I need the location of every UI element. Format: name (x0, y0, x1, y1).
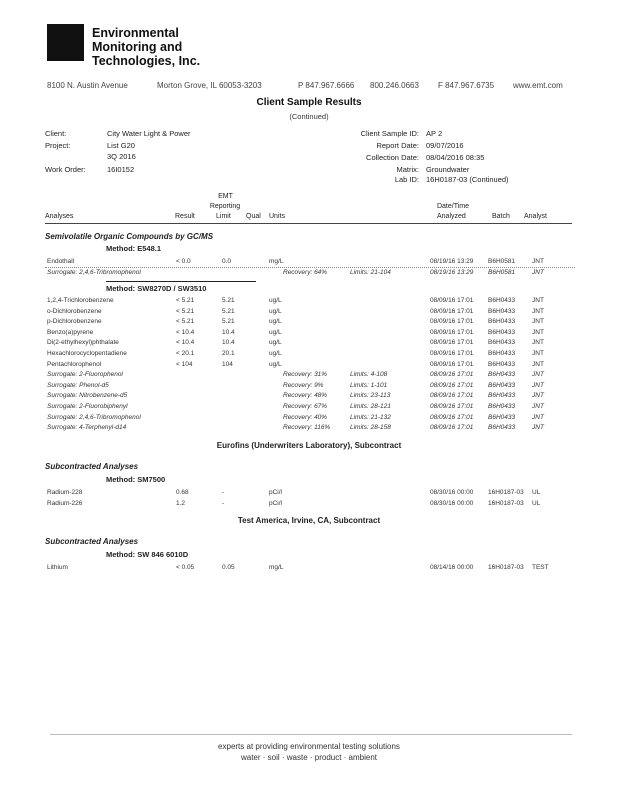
cell-name: Surrogate: Nitrobenzene-d5 (47, 392, 128, 400)
cell-result: 1.2 (176, 500, 186, 507)
cell-name: Surrogate: 2,4,6-Tribromophenol (47, 413, 141, 421)
cell-analyst: TEST (532, 564, 549, 571)
cell-lim: Limits: 21-132 (350, 413, 391, 421)
col-datetime: Date/Time (436, 203, 470, 210)
sample-id-label: Client Sample ID: (360, 129, 419, 138)
cell-units: Recovery: 31% (283, 371, 328, 379)
cell-units: ug/L (269, 360, 282, 368)
table-row (0, 308, 618, 318)
cell-analyzed: 08/09/16 17:01 (430, 381, 474, 389)
col-batch: Batch (492, 213, 510, 220)
cell-name: Lithium (47, 564, 68, 571)
work-order-value: 16I0152 (107, 165, 135, 174)
cell-analyst: JNT (532, 381, 544, 389)
cell-result: < 0.05 (176, 564, 195, 571)
cell-analyst: JNT (532, 413, 544, 421)
surrogate-row (0, 403, 618, 413)
table-row (0, 361, 618, 371)
cell-analyst: JNT (532, 371, 544, 379)
cell-lim: Limits: 23-113 (350, 392, 391, 400)
cell-result: < 10.4 (176, 328, 195, 336)
cell-name: Surrogate: Phenol-d5 (47, 381, 109, 389)
cell-batch: B6H0433 (488, 392, 516, 400)
cell-name: Surrogate: 2-Fluorobiphenyl (47, 403, 128, 410)
col-reporting: Reporting (209, 203, 241, 210)
lab-id-value: 16H0187-03 (Continued) (426, 175, 509, 184)
cell-units: Recovery: 67% (283, 403, 328, 410)
col-qual: Qual (246, 213, 261, 220)
cell-units: mg/L (269, 258, 284, 265)
cell-analyzed: 08/09/16 17:01 (430, 307, 474, 315)
col-analyzed: Analyzed (437, 213, 466, 220)
cell-units: ug/L (269, 339, 282, 347)
cell-lim: Limits: 28-121 (350, 403, 391, 410)
cell-limit: 104 (222, 360, 233, 368)
footer-categories: water · soil · waste · product · ambient (240, 753, 378, 762)
cell-result: < 5.21 (176, 297, 195, 304)
project-period: 3Q 2016 (107, 152, 136, 161)
cell-units: pCi/l (269, 489, 283, 496)
cell-batch: B6H0433 (488, 328, 516, 336)
cell-limit: - (222, 500, 225, 507)
cell-limit: 5.21 (222, 307, 235, 315)
cell-analyzed: 08/09/16 17:01 (430, 360, 474, 368)
collection-date-value: 08/04/2016 08:35 (426, 153, 485, 162)
cell-batch: B6H0433 (488, 424, 516, 432)
project-label: Project: (45, 141, 71, 150)
cell-limit: 0.05 (222, 564, 235, 571)
cell-analyzed: 08/30/16 00:00 (430, 500, 474, 507)
cell-batch: B6H0581 (488, 269, 516, 276)
company-address: 8100 N. Austin Avenue (47, 81, 128, 90)
client-label: Client: (45, 129, 67, 138)
cell-units: ug/L (269, 297, 282, 304)
section-title-subcontracted: Subcontracted Analyses (45, 462, 139, 471)
footer-rule (50, 734, 572, 735)
cell-analyst: JNT (532, 350, 544, 357)
cell-units: Recovery: 116% (283, 424, 331, 432)
cell-units: mg/L (269, 564, 284, 571)
cell-limit: 10.4 (222, 328, 235, 336)
surrogate-row (0, 269, 618, 279)
cell-limit: 5.21 (222, 318, 235, 326)
cell-lim: Limits: 4-108 (350, 371, 388, 379)
cell-result: < 0.0 (176, 258, 191, 265)
surrogate-row (0, 424, 618, 434)
company-city: Morton Grove, IL 60053-3203 (157, 81, 262, 90)
cell-analyst: JNT (532, 328, 544, 336)
col-units: Units (269, 213, 285, 220)
cell-batch: B6H0433 (488, 318, 516, 326)
table-row (0, 500, 618, 510)
cell-analyst: JNT (532, 318, 544, 326)
cell-analyzed: 08/14/16 00:00 (430, 564, 474, 571)
cell-result: < 104 (176, 360, 193, 368)
cell-batch: B6H0433 (488, 307, 516, 315)
cell-analyst: JNT (532, 307, 544, 315)
cell-analyzed: 08/09/16 17:01 (430, 339, 474, 347)
cell-analyst: UL (532, 489, 541, 496)
company-phone: P 847.967.6666 (298, 81, 355, 90)
cell-units: Recovery: 48% (283, 392, 328, 400)
cell-analyst: JNT (532, 339, 544, 347)
surrogate-row (0, 414, 618, 424)
cell-name: Endothall (47, 258, 75, 265)
method-sm7500: Method: SM7500 (106, 475, 166, 484)
company-phone-2: 800.246.0663 (370, 81, 419, 90)
cell-name: Surrogate: 2,4,6-Tribromophenol (47, 269, 141, 276)
table-row (0, 339, 618, 349)
cell-analyzed: 08/09/16 17:01 (430, 392, 474, 400)
cell-batch: B6H0581 (488, 258, 516, 265)
company-name: Environmental Monitoring and Technologies, Inc. (92, 26, 201, 68)
cell-name: Pentachlorophenol (47, 360, 102, 368)
cell-name: o-Dichlorobenzene (47, 307, 102, 315)
cell-name: Radium-226 (47, 500, 83, 507)
header-rule (45, 223, 572, 224)
cell-lim: Limits: 21-104 (350, 269, 391, 276)
work-order-label: Work Order: (45, 165, 86, 174)
cell-limit: 5.21 (222, 297, 235, 304)
cell-batch: B6H0433 (488, 413, 516, 421)
cell-batch: 16H0187-03 (488, 564, 524, 571)
col-result: Result (175, 213, 195, 220)
cell-batch: B6H0433 (488, 297, 516, 304)
cell-batch: B6H0433 (488, 339, 516, 347)
method-sw846: Method: SW 846 6010D (106, 550, 189, 559)
cell-analyst: JNT (532, 424, 544, 432)
cell-analyzed: 08/30/16 00:00 (430, 489, 474, 496)
cell-result: < 5.21 (176, 307, 195, 315)
cell-batch: 16H0187-03 (488, 500, 524, 507)
cell-name: 1,2,4-Trichlorobenzene (47, 297, 114, 304)
cell-batch: 16H0187-03 (488, 489, 524, 496)
cell-units: ug/L (269, 350, 282, 357)
surrogate-row (0, 392, 618, 402)
cell-analyzed: 08/09/16 17:01 (430, 424, 474, 432)
cell-analyzed: 08/09/16 17:01 (430, 403, 474, 410)
company-logo (47, 24, 84, 61)
cell-analyzed: 08/19/16 13:29 (430, 258, 474, 265)
table-row (0, 297, 618, 307)
cell-batch: B6H0433 (488, 360, 516, 368)
report-subtitle: (Continued) (289, 112, 329, 121)
cell-analyzed: 08/09/16 17:01 (430, 297, 474, 304)
cell-analyst: JNT (532, 269, 544, 276)
subcontract-heading-testamerica: Test America, Irvine, CA, Subcontract (237, 516, 381, 525)
cell-analyzed: 08/09/16 17:01 (430, 328, 474, 336)
company-website: www.emt.com (513, 81, 563, 90)
cell-analyzed: 08/09/16 17:01 (430, 413, 474, 421)
row-separator (45, 267, 575, 268)
cell-limit: - (222, 489, 225, 496)
lab-id-label: Lab ID: (394, 175, 419, 184)
cell-analyst: JNT (532, 403, 544, 410)
cell-units: ug/L (269, 328, 282, 336)
surrogate-row (0, 382, 618, 392)
col-analyses: Analyses (45, 213, 74, 220)
cell-units: ug/L (269, 307, 282, 315)
cell-lim: Limits: 28-158 (350, 424, 391, 432)
cell-name: Surrogate: 4-Terphenyl-d14 (47, 424, 127, 432)
cell-analyst: JNT (532, 392, 544, 400)
cell-name: Di(2-ethylhexyl)phthalate (47, 339, 119, 347)
cell-analyzed: 08/09/16 17:01 (430, 318, 474, 326)
project-value: List G20 (107, 141, 135, 150)
cell-analyzed: 08/19/16 13:29 (430, 269, 474, 276)
method-rule (106, 281, 256, 282)
cell-units: Recovery: 9% (283, 381, 324, 389)
surrogate-row (0, 371, 618, 381)
cell-limit: 0.0 (222, 258, 232, 265)
cell-result: < 5.21 (176, 318, 195, 326)
col-analyst: Analyst (524, 213, 547, 220)
cell-lim: Limits: 1-101 (350, 381, 388, 389)
method-e548: Method: E548.1 (106, 244, 162, 253)
subcontract-heading-eurofins: Eurofins (Underwriters Laboratory), Subcontract (216, 441, 402, 450)
client-value: City Water Light & Power (107, 129, 191, 138)
cell-result: 0.68 (176, 489, 189, 496)
section-title-subcontracted-2: Subcontracted Analyses (45, 537, 139, 546)
section-title-svoc: Semivolatile Organic Compounds by GC/MS (45, 232, 214, 241)
cell-result: < 20.1 (176, 350, 195, 357)
report-title: Client Sample Results (256, 97, 362, 108)
cell-name: Radium-228 (47, 489, 83, 496)
cell-analyst: JNT (532, 360, 544, 368)
cell-result: < 10.4 (176, 339, 195, 347)
cell-units: Recovery: 40% (283, 413, 328, 421)
table-row (0, 350, 618, 360)
cell-analyzed: 08/09/16 17:01 (430, 350, 474, 357)
cell-name: Benzo(a)pyrene (47, 328, 94, 336)
cell-analyzed: 08/09/16 17:01 (430, 371, 474, 379)
report-date-value: 09/07/2016 (426, 141, 464, 150)
footer-tagline: experts at providing environmental testing solutions (218, 742, 400, 751)
sample-id-value: AP 2 (426, 129, 443, 138)
cell-analyst: JNT (532, 297, 544, 304)
table-row (0, 564, 618, 574)
cell-units: pCi/l (269, 500, 283, 507)
cell-batch: B6H0433 (488, 403, 516, 410)
cell-name: Surrogate: 2-Fluorophenol (47, 371, 123, 379)
cell-limit: 20.1 (222, 350, 235, 357)
collection-date-label: Collection Date: (366, 153, 419, 162)
col-emt: EMT (218, 193, 233, 200)
cell-analyst: UL (532, 500, 541, 507)
matrix-value: Groundwater (426, 165, 470, 174)
matrix-label: Matrix: (396, 165, 419, 174)
table-row (0, 318, 618, 328)
cell-batch: B6H0433 (488, 371, 516, 379)
cell-units: Recovery: 64% (283, 269, 328, 276)
report-date-label: Report Date: (376, 141, 419, 150)
cell-name: Hexachlorocyclopentadiene (47, 350, 127, 357)
cell-units: ug/L (269, 318, 282, 326)
table-row (0, 489, 618, 499)
cell-analyst: JNT (532, 258, 544, 265)
table-row (0, 329, 618, 339)
method-sw8270d: Method: SW8270D / SW3510 (106, 284, 207, 293)
cell-batch: B6H0433 (488, 381, 516, 389)
cell-batch: B6H0433 (488, 350, 516, 357)
cell-name: p-Dichlorobenzene (47, 318, 102, 326)
cell-limit: 10.4 (222, 339, 235, 347)
col-limit: Limit (216, 213, 231, 220)
company-fax: F 847.967.6735 (438, 81, 495, 90)
